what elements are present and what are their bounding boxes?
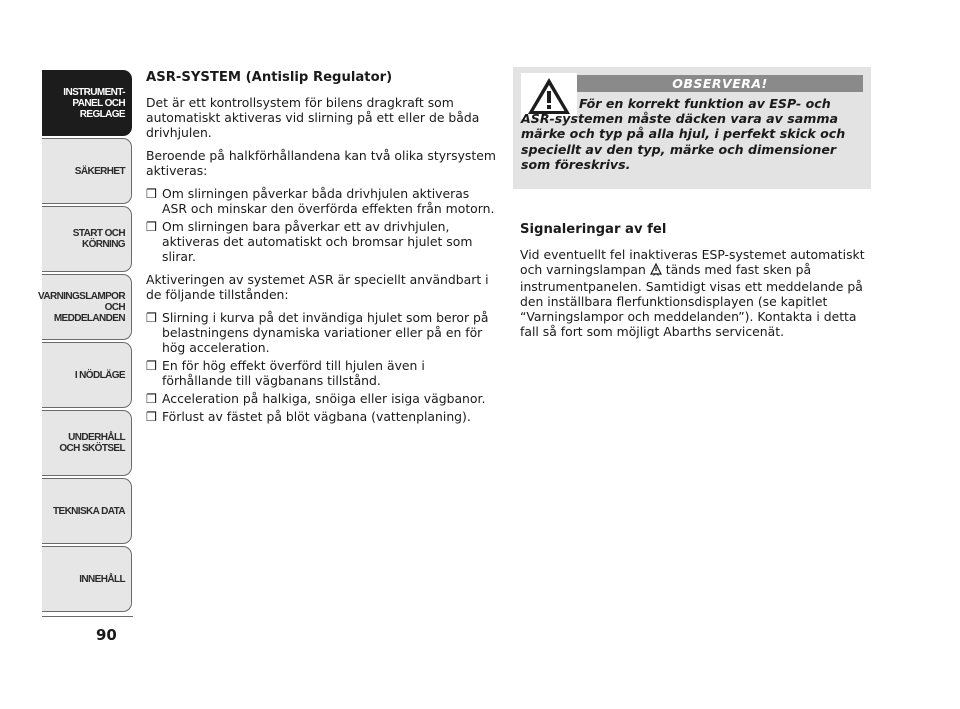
list-item: ❒ Om slirningen påverkar båda drivhjulen aktiveras ASR och minskar den överförda effekten från motorn. (146, 186, 495, 216)
warning-label: OBSERVERA! (577, 75, 863, 92)
tab-tekniska-data[interactable]: TEKNISKA DATA (42, 478, 132, 544)
section-heading: Signaleringar av fel (520, 222, 667, 237)
tab-i-nodlage[interactable]: I NÖDLÄGE (42, 342, 132, 408)
checkbox-bullet-icon: ❒ (146, 358, 158, 373)
list-item: ❒ En för hög effekt överförd till hjulen även i förhållande till vägbanans tillstånd. (146, 358, 425, 388)
checkbox-bullet-icon: ❒ (146, 409, 158, 424)
list-item: ❒ Om slirningen bara påverkar ett av drivhjulen, aktiveras det automatiskt och bromsar hjulet som slirar. (146, 219, 473, 264)
sidebar-divider (42, 616, 133, 617)
checkbox-bullet-icon: ❒ (146, 186, 158, 201)
tab-innehall[interactable]: INNEHÅLL (42, 546, 132, 612)
fault-signals-section (520, 222, 865, 347)
paragraph: Beroende på halkförhållandena kan två olika styrsystem aktiveras: (146, 148, 496, 178)
bullet-list (146, 186, 498, 264)
list-item: ❒ Slirning i kurva på det invändiga hjulet som beror på belastningens dynamiska variationer eller på en för hög acceleration. (146, 310, 489, 355)
tab-sakerhet[interactable]: SÄKERHET (42, 138, 132, 204)
list-item: ❒ Förlust av fästet på blöt vägbana (vattenplaning). (146, 409, 471, 424)
asr-section (146, 70, 498, 432)
checkbox-bullet-icon: ❒ (146, 219, 158, 234)
paragraph: Det är ett kontrollsystem för bilens dragkraft som automatiskt aktiveras vid slirning på ett eller de båda drivhjulen. (146, 95, 480, 140)
tab-varningslampor[interactable]: VARNINGSLAMPOR OCH MEDDELANDEN (42, 274, 132, 340)
warning-box (513, 67, 871, 189)
paragraph: Vid eventuellt fel inaktiveras ESP-systemet automatiskt och varningslampan tänds med fast sken på instrumentpanelen. Samtidigt visas ett meddelande på den inställbara flerfunktionsdisplayen (se kapitlet “Varningslampor och meddelanden”). Kontakta i detta fall så fort som möjligt Abarths servicenät. (520, 247, 865, 339)
tab-start-och-korning[interactable]: START OCH KÖRNING (42, 206, 132, 272)
bullet-list (146, 310, 498, 424)
warning-text: För en korrekt funktion av ESP- och ASR-systemen måste däcken vara av samma märke och typ på alla hjul, i perfekt skick och speciellt av den typ, märke och dimensioner som föreskrivs. (521, 96, 846, 172)
paragraph: Aktiveringen av systemet ASR är speciellt användbart i de följande tillstånden: (146, 272, 489, 302)
checkbox-bullet-icon: ❒ (146, 310, 158, 325)
list-item: ❒ Acceleration på halkiga, snöiga eller isiga vägbanor. (146, 391, 486, 406)
page-number: 90 (96, 626, 117, 644)
section-heading: ASR-SYSTEM (Antislip Regulator) (146, 70, 393, 85)
tab-underhall[interactable]: UNDERHÅLL OCH SKÖTSEL (42, 410, 132, 476)
esp-warning-lamp-icon (650, 263, 662, 279)
checkbox-bullet-icon: ❒ (146, 391, 158, 406)
tab-instrumentpanel[interactable]: INSTRUMENT- PANEL OCH REGLAGE (42, 70, 132, 136)
